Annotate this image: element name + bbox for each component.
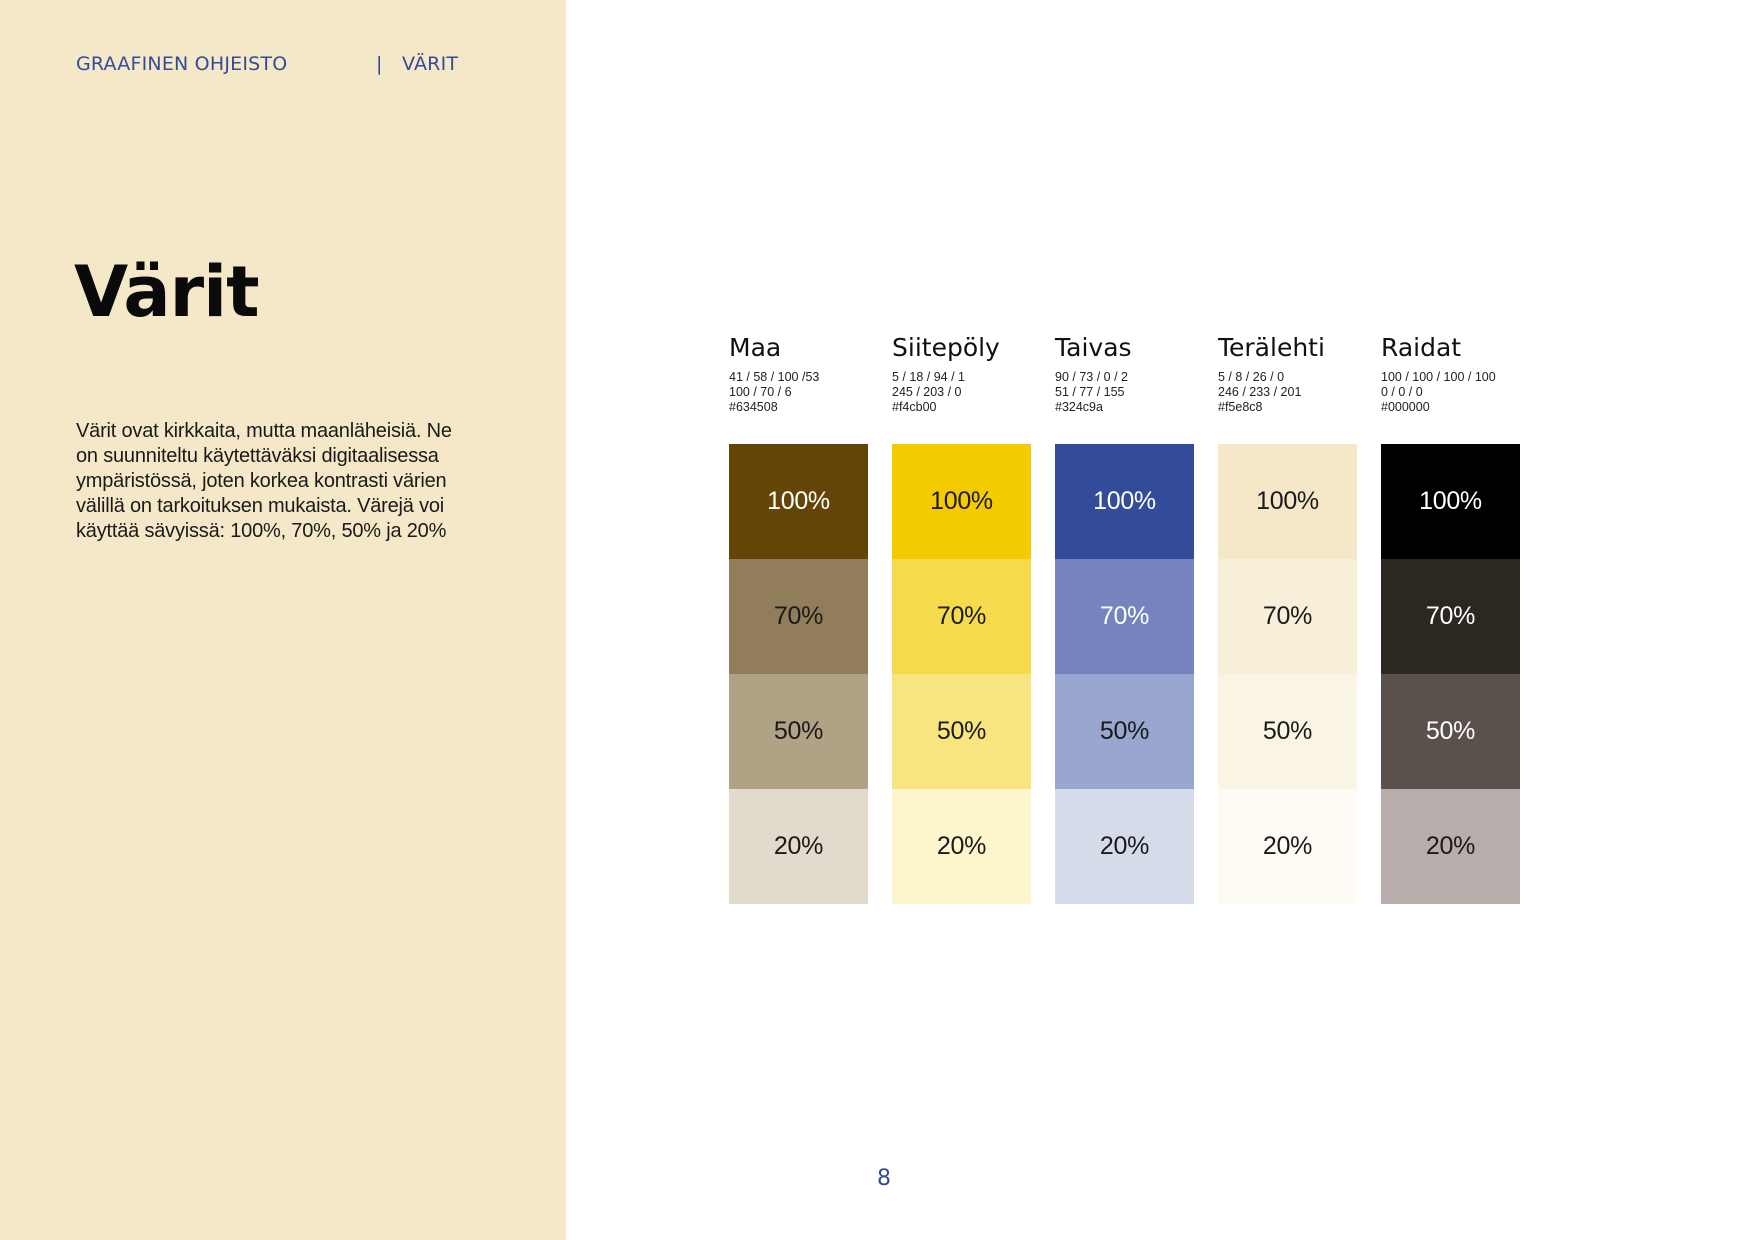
tint-swatch: 70% [1218,559,1357,674]
tint-swatch: 100% [1381,444,1520,559]
color-codes [1381,370,1520,422]
tint-swatch: 100% [729,444,868,559]
color-column [1381,332,1520,860]
color-column [1055,332,1194,860]
tint-stack [729,444,868,904]
color-name: Raidat [1381,333,1462,362]
tint-swatch: 20% [1218,789,1357,904]
color-code-rgb: 246 / 233 / 201 [1218,385,1302,399]
left-panel [0,0,566,1240]
color-codes [892,370,1031,422]
color-column [1218,332,1357,860]
section-title: VÄRIT [402,53,459,75]
tint-swatch: 50% [729,674,868,789]
color-code-rgb: 100 / 70 / 6 [729,385,792,399]
tint-stack [1381,444,1520,904]
tint-swatch: 20% [892,789,1031,904]
tint-swatch: 50% [1055,674,1194,789]
tint-swatch: 100% [1055,444,1194,559]
color-column [729,332,868,860]
page-title: Värit [74,251,259,333]
color-codes [729,370,868,422]
tint-swatch: 20% [1055,789,1194,904]
color-name: Taivas [1055,333,1132,362]
color-code-hex: #f4cb00 [892,400,937,414]
color-codes [1055,370,1194,422]
tint-stack [892,444,1031,904]
color-code-cmyk: 100 / 100 / 100 / 100 [1381,370,1496,384]
tint-swatch: 100% [1218,444,1357,559]
color-code-hex: #634508 [729,400,778,414]
color-code-cmyk: 90 / 73 / 0 / 2 [1055,370,1128,384]
tint-swatch: 20% [1381,789,1520,904]
tint-stack [1055,444,1194,904]
tint-swatch: 50% [1381,674,1520,789]
tint-swatch: 100% [892,444,1031,559]
color-name: Terälehti [1218,333,1325,362]
tint-swatch: 20% [729,789,868,904]
tint-swatch: 70% [729,559,868,674]
color-code-rgb: 0 / 0 / 0 [1381,385,1423,399]
guide-title: GRAAFINEN OHJEISTO [76,53,288,75]
header-divider: | [376,53,383,75]
tint-stack [1218,444,1357,904]
color-codes [1218,370,1357,422]
color-name: Siitepöly [892,333,1000,362]
tint-swatch: 70% [1055,559,1194,674]
color-code-hex: #f5e8c8 [1218,400,1263,414]
color-code-hex: #324c9a [1055,400,1103,414]
color-code-cmyk: 5 / 18 / 94 / 1 [892,370,965,384]
color-name: Maa [729,333,782,362]
color-code-rgb: 245 / 203 / 0 [892,385,962,399]
color-code-cmyk: 5 / 8 / 26 / 0 [1218,370,1285,384]
tint-swatch: 50% [892,674,1031,789]
tint-swatch: 70% [892,559,1031,674]
color-code-cmyk: 41 / 58 / 100 /53 [729,370,820,384]
intro-paragraph: Värit ovat kirkkaita, mutta maanläheisiä. Ne on suunniteltu käytettäväksi digitaalisessa ympäristössä, joten korkea kontrasti värien välillä on tarkoituksen mukaista. Värejä voi käyttää sävyissä: 100%, 70%, 50% ja 20% [76,420,452,542]
tint-swatch: 70% [1381,559,1520,674]
page-number: 8 [877,1166,891,1191]
color-column [892,332,1031,860]
tint-swatch: 50% [1218,674,1357,789]
color-code-hex: #000000 [1381,400,1430,414]
color-code-rgb: 51 / 77 / 155 [1055,385,1125,399]
